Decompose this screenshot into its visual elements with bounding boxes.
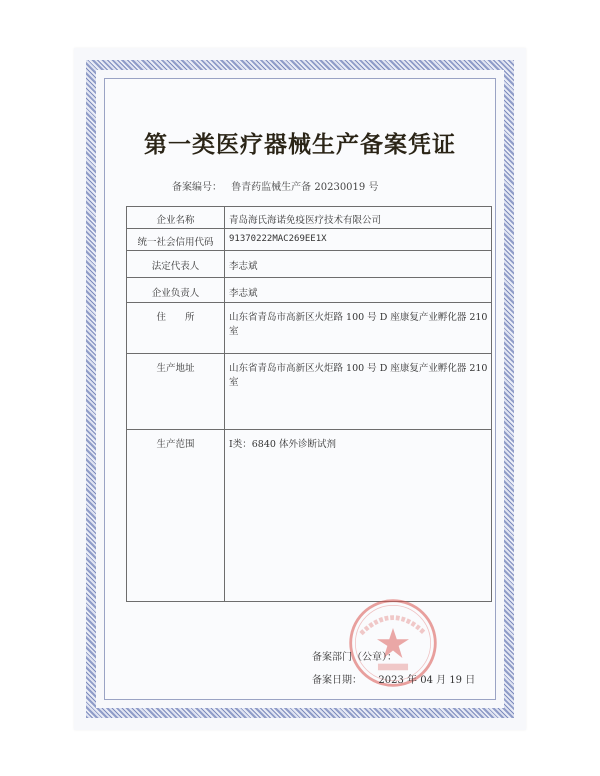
row-label: 统一社会信用代码	[127, 229, 225, 251]
date-day-unit: 日	[465, 675, 476, 686]
row-label: 企业名称	[127, 207, 225, 229]
registration-number-value: 鲁青药监械生产备 20230019 号	[231, 182, 379, 193]
table-row	[127, 251, 492, 278]
info-table	[126, 206, 492, 602]
issuing-department	[312, 648, 397, 663]
enterprise-manager: 李志斌	[225, 278, 492, 303]
table-row	[127, 207, 492, 229]
row-label: 住 所	[127, 303, 225, 354]
table-row	[127, 430, 492, 602]
row-label: 法定代表人	[127, 251, 225, 278]
certificate-title: 第一类医疗器械生产备案凭证	[144, 131, 456, 158]
date-year: 2023	[378, 675, 404, 686]
date-day: 19	[449, 675, 463, 686]
date-month: 04	[420, 675, 433, 686]
filing-date-label: 备案日期：	[312, 675, 362, 686]
row-label: 生产地址	[127, 354, 225, 430]
filing-date	[312, 671, 475, 686]
registration-number-label: 备案编号：	[172, 182, 222, 193]
production-address: 山东省青岛市高新区火炬路 100 号 D 座康复产业孵化器 210 室	[225, 354, 492, 430]
registration-number	[172, 178, 378, 193]
issuing-department-label: 备案部门（公章）：	[312, 652, 397, 663]
production-scope: Ⅰ类：6840 体外诊断试剂	[225, 430, 492, 602]
date-month-unit: 月	[436, 675, 447, 686]
table-row	[127, 354, 492, 430]
date-year-unit: 年	[407, 675, 418, 686]
row-label: 企业负责人	[127, 278, 225, 303]
table-row	[127, 303, 492, 354]
row-label: 生产范围	[127, 430, 225, 602]
table-row	[127, 229, 492, 251]
legal-representative: 李志斌	[225, 251, 492, 278]
company-name: 青岛海氏海诺免疫医疗技术有限公司	[225, 207, 492, 229]
credit-code: 91370222MAC269EE1X	[225, 229, 492, 251]
residence-address: 山东省青岛市高新区火炬路 100 号 D 座康复产业孵化器 210 室	[225, 303, 492, 354]
table-row	[127, 278, 492, 303]
